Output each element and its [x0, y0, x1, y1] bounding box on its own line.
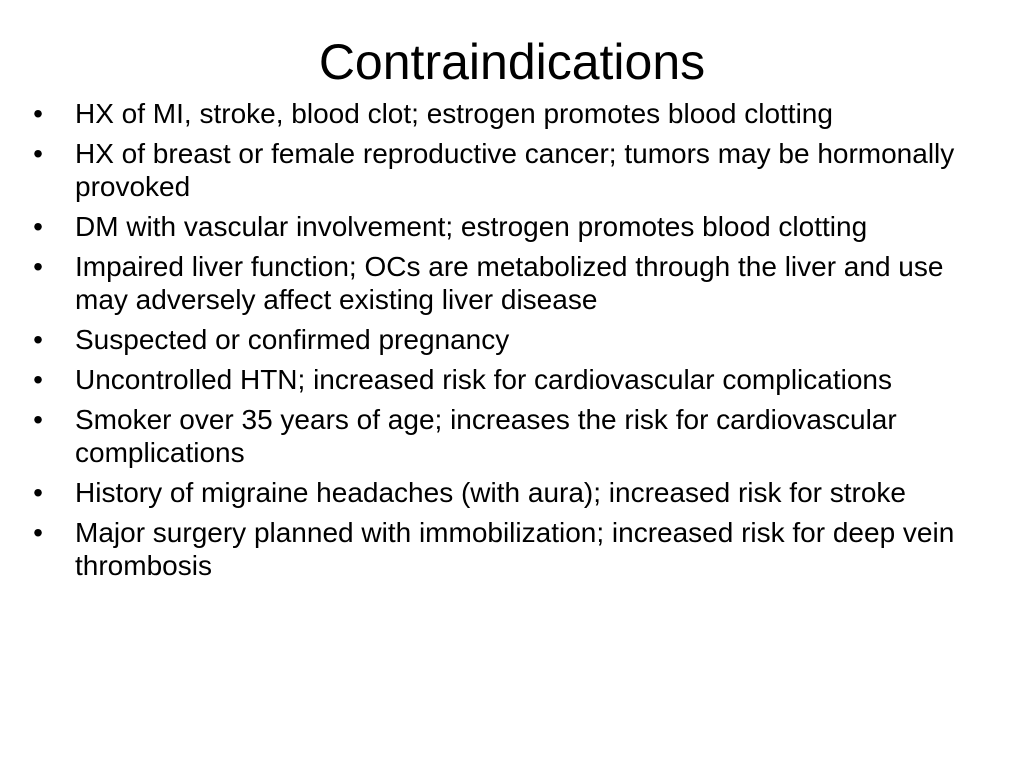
- bullet-item-breast-cancer: [28, 137, 998, 203]
- bullet-icon: •: [33, 364, 43, 395]
- bullet-icon: •: [33, 98, 43, 129]
- slide-title: Contraindications: [318, 34, 706, 90]
- bullet-icon: •: [33, 404, 43, 435]
- bullet-icon: •: [33, 324, 43, 355]
- bullet-item-htn: [28, 363, 998, 396]
- bullet-item-dm-vascular: [28, 210, 998, 243]
- bullet-item-liver-function: [28, 250, 998, 316]
- bullet-icon: •: [33, 138, 43, 169]
- bullet-item-mi-stroke: [28, 97, 998, 130]
- bullet-text: Impaired liver function; OCs are metabolized through the liver and use may adversely affect existing liver disease: [75, 251, 944, 315]
- bullet-text: DM with vascular involvement; estrogen promotes blood clotting: [75, 211, 868, 242]
- bullet-item-smoker: [28, 403, 998, 469]
- bullet-icon: •: [33, 517, 43, 548]
- bullet-item-migraine: [28, 476, 998, 509]
- bullet-text: Major surgery planned with immobilization; increased risk for deep vein thrombosis: [75, 517, 955, 581]
- bullet-text: Suspected or confirmed pregnancy: [75, 324, 510, 355]
- bullet-item-pregnancy: [28, 323, 998, 356]
- bullet-icon: •: [33, 211, 43, 242]
- bullet-list: [28, 97, 998, 589]
- bullet-text: HX of breast or female reproductive cancer; tumors may be hormonally provoked: [75, 138, 955, 202]
- bullet-text: Uncontrolled HTN; increased risk for cardiovascular complications: [75, 364, 892, 395]
- bullet-text: Smoker over 35 years of age; increases the risk for cardiovascular complications: [75, 404, 897, 468]
- bullet-text: History of migraine headaches (with aura); increased risk for stroke: [75, 477, 907, 508]
- bullet-item-major-surgery: [28, 516, 998, 582]
- bullet-icon: •: [33, 477, 43, 508]
- bullet-icon: •: [33, 251, 43, 282]
- bullet-text: HX of MI, stroke, blood clot; estrogen promotes blood clotting: [75, 98, 833, 129]
